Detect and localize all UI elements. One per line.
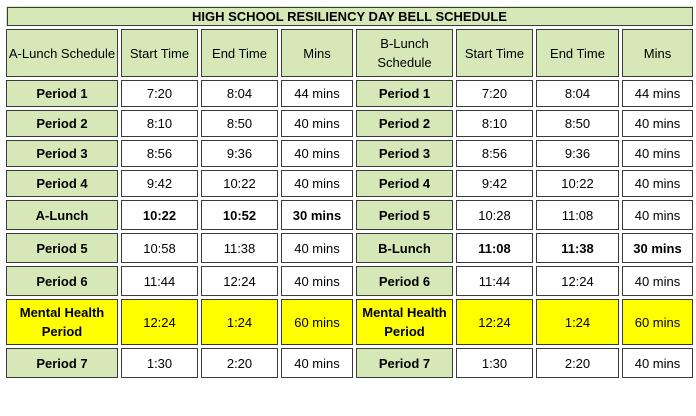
a-start-time: 10:58 <box>120 232 200 265</box>
a-minutes: 30 mins <box>280 199 355 232</box>
a-end-time: 2:20 <box>200 347 280 380</box>
b-minutes: 40 mins <box>621 169 695 199</box>
a-minutes: 40 mins <box>280 232 355 265</box>
a-minutes: 40 mins <box>280 265 355 298</box>
b-start-time: 12:24 <box>455 298 535 347</box>
header-a-start-time: Start Time <box>120 28 200 79</box>
b-end-time: 8:50 <box>535 109 621 139</box>
a-period-label: Period 7 <box>5 347 120 380</box>
b-start-time: 10:28 <box>455 199 535 232</box>
b-period-label: Mental Health Period <box>355 298 455 347</box>
a-start-time: 11:44 <box>120 265 200 298</box>
header-b-start-time: Start Time <box>455 28 535 79</box>
table-row <box>5 232 695 265</box>
a-end-time: 10:52 <box>200 199 280 232</box>
table-row <box>5 109 695 139</box>
b-minutes: 40 mins <box>621 109 695 139</box>
b-end-time: 1:24 <box>535 298 621 347</box>
header-a-lunch-schedule: A-Lunch Schedule <box>5 28 120 79</box>
b-end-time: 11:38 <box>535 232 621 265</box>
a-minutes: 40 mins <box>280 347 355 380</box>
a-start-time: 1:30 <box>120 347 200 380</box>
header-b-end-time: End Time <box>535 28 621 79</box>
table-row <box>5 347 695 380</box>
table-row <box>5 139 695 169</box>
b-end-time: 11:08 <box>535 199 621 232</box>
b-start-time: 8:56 <box>455 139 535 169</box>
a-period-label: Period 3 <box>5 139 120 169</box>
a-minutes: 40 mins <box>280 139 355 169</box>
b-start-time: 11:08 <box>455 232 535 265</box>
b-period-label: Period 1 <box>355 79 455 109</box>
b-period-label: Period 2 <box>355 109 455 139</box>
header-a-end-time: End Time <box>200 28 280 79</box>
header-a-mins: Mins <box>280 28 355 79</box>
table-row <box>5 298 695 347</box>
b-start-time: 11:44 <box>455 265 535 298</box>
b-start-time: 8:10 <box>455 109 535 139</box>
b-minutes: 40 mins <box>621 199 695 232</box>
b-minutes: 40 mins <box>621 139 695 169</box>
a-start-time: 8:56 <box>120 139 200 169</box>
a-period-label: Mental Health Period <box>5 298 120 347</box>
a-period-label: Period 4 <box>5 169 120 199</box>
bell-schedule-table <box>3 3 696 381</box>
b-start-time: 1:30 <box>455 347 535 380</box>
a-period-label: Period 6 <box>5 265 120 298</box>
a-minutes: 40 mins <box>280 169 355 199</box>
b-minutes: 40 mins <box>621 265 695 298</box>
b-start-time: 9:42 <box>455 169 535 199</box>
b-end-time: 10:22 <box>535 169 621 199</box>
a-minutes: 60 mins <box>280 298 355 347</box>
b-period-label: Period 3 <box>355 139 455 169</box>
a-period-label: Period 1 <box>5 79 120 109</box>
a-start-time: 12:24 <box>120 298 200 347</box>
a-start-time: 10:22 <box>120 199 200 232</box>
a-start-time: 9:42 <box>120 169 200 199</box>
b-end-time: 12:24 <box>535 265 621 298</box>
a-end-time: 9:36 <box>200 139 280 169</box>
a-minutes: 40 mins <box>280 109 355 139</box>
b-period-label: Period 6 <box>355 265 455 298</box>
a-end-time: 12:24 <box>200 265 280 298</box>
table-row <box>5 199 695 232</box>
table-row <box>5 169 695 199</box>
header-b-mins: Mins <box>621 28 695 79</box>
schedule-title: HIGH SCHOOL RESILIENCY DAY BELL SCHEDULE <box>5 5 695 28</box>
b-period-label: Period 5 <box>355 199 455 232</box>
table-row <box>5 79 695 109</box>
b-period-label: Period 7 <box>355 347 455 380</box>
a-period-label: A-Lunch <box>5 199 120 232</box>
a-end-time: 10:22 <box>200 169 280 199</box>
b-minutes: 40 mins <box>621 347 695 380</box>
b-end-time: 9:36 <box>535 139 621 169</box>
table-row <box>5 265 695 298</box>
b-end-time: 8:04 <box>535 79 621 109</box>
b-minutes: 30 mins <box>621 232 695 265</box>
a-start-time: 8:10 <box>120 109 200 139</box>
b-period-label: Period 4 <box>355 169 455 199</box>
a-end-time: 11:38 <box>200 232 280 265</box>
b-end-time: 2:20 <box>535 347 621 380</box>
a-start-time: 7:20 <box>120 79 200 109</box>
b-minutes: 60 mins <box>621 298 695 347</box>
a-period-label: Period 5 <box>5 232 120 265</box>
a-end-time: 8:04 <box>200 79 280 109</box>
b-minutes: 44 mins <box>621 79 695 109</box>
header-b-lunch-schedule: B-Lunch Schedule <box>355 28 455 79</box>
b-period-label: B-Lunch <box>355 232 455 265</box>
a-minutes: 44 mins <box>280 79 355 109</box>
b-start-time: 7:20 <box>455 79 535 109</box>
a-end-time: 8:50 <box>200 109 280 139</box>
a-end-time: 1:24 <box>200 298 280 347</box>
a-period-label: Period 2 <box>5 109 120 139</box>
